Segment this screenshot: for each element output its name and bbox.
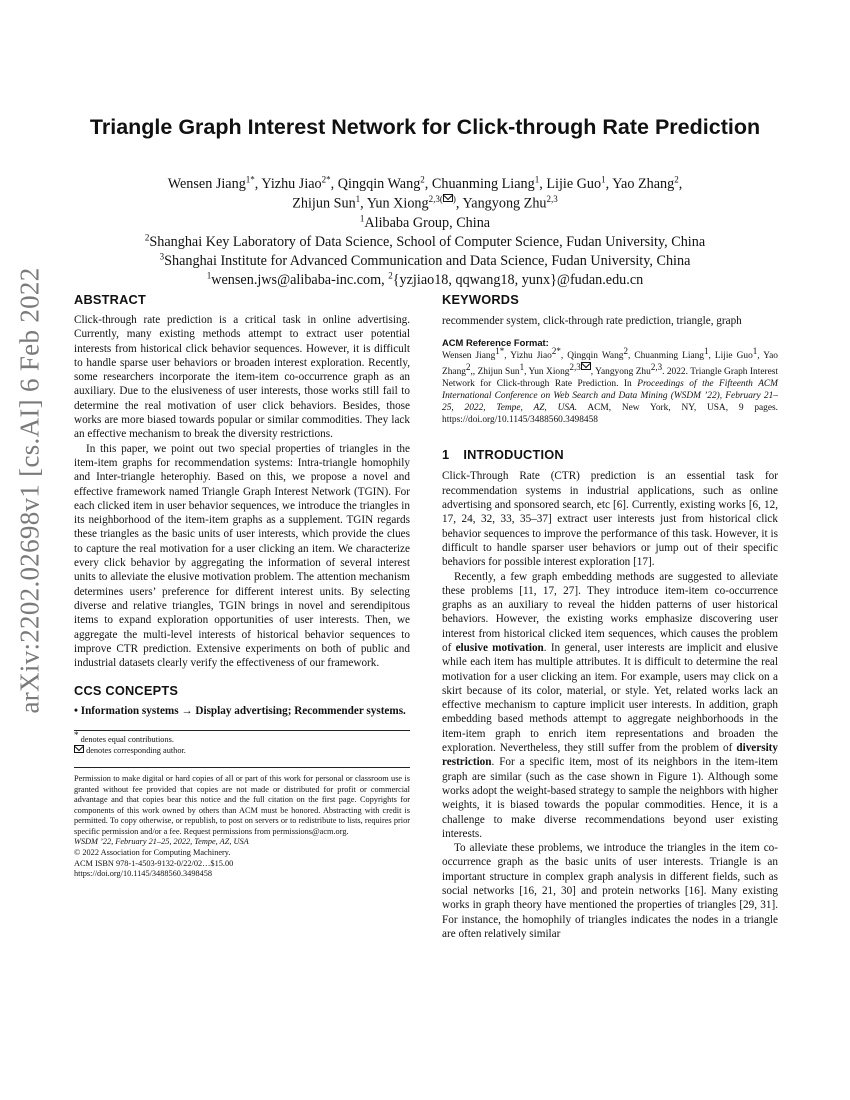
acm-reference: Wensen Jiang$^{1*}$, Yizhu Jiao$^{2*}$, Qingqin Wang$^2$, Chuanming Liang$^1$, Lijie Guo$^1$, Yao Zhang$^2$,, Zhijun Sun$^1$, Yun Xiong$^{2,3}$, Yangyong Zhu$^{2,3}$. 2022. Triangle Graph Interest Network for Click-through Rate Prediction. In Proceedings of the Fifteenth ACM International Conference on Web Search and Data Mining (WSDM ’22), February 21–25, 2022, Tempe, AZ, USA. ACM, New York, NY, USA, 9 pages. https://doi.org/10.1145/3488560.3498458	[442, 346, 779, 426]
intro-paragraph-3: To alleviate these problems, we introduce the triangles in the item co-occurrence graph as the basic units of user interests. Triangle is an important structure in complex graph analysis in different fields, such as social networks [16, 21, 30] and protein networks [16]. Many existing works in graph theory have mentioned the properties of triangles [29, 31]. For instance, the homophily of triangles indicates the nodes in a triangle are often relatively similar	[442, 842, 778, 940]
author-line-1: Wensen Jiang$^{1*}$, Yizhu Jiao$^{2*}$, Qingqin Wang$^2$, Chuanming Liang$^1$, Lijie Guo$^1$, Yao Zhang$^2$,	[167, 174, 683, 192]
acm-reference-heading: ACM Reference Format:	[442, 337, 549, 349]
abstract-heading: ABSTRACT	[74, 292, 146, 307]
intro-paragraph-2: Recently, a few graph embedding methods are suggested to alleviate these problems [11, 17, 27]. They introduce item-item co-occurrence graphs as an auxiliary to reveal the hidden patterns of user historical behaviors. However, the existing works emphasize discovering user interest from historical clicked item sequences, which causes the problem of elusive motivation. In general, user interests are implicit and elusive while each item has multiple attributes. It is difficult to determine the real motivation for a user clicking an item. For example, users may click on a skirt because of its color, material, or style. Yet, related works lack an effective mechanism to capture implicit user interests. In addition, graph embedding based methods attempt to aggregate neighborhoods in the item-item graph to enrich item representations and broaden the exploration. Nevertheless, they still suffer from the problem of diversity restriction. For a specific item, most of its neighbors in the item-item graph are similar (such as the case shown in Figure 1). Although some works adopt the weight-based strategy to sample the neighbors with higher weights, it is biased towards the popular commodities. Hence, it is a challenge to make diverse recommendations beyond user existing interests.	[442, 570, 778, 840]
permission-notice: Permission to make digital or hard copies of all or part of this work for personal or classroom use is granted without fee provided that copies are not made or distributed for profit or commercial advantage and that copies bear this notice and the full citation on the first page. Copyrights for components of this work owned by others than ACM must be honored. Abstracting with credit is permitted. To copy otherwise, or republish, to post on servers or to redistribute to lists, requires prior specific permission and/or a fee. Request permissions from permissions@acm.org.	[74, 773, 410, 836]
affiliation-3: $^3$Shanghai Institute for Advanced Communication and Data Science, Fudan University, China	[159, 251, 691, 269]
footnote-equal-contribution: * denotes equal contributions.	[74, 729, 174, 744]
abstract-paragraph-2: In this paper, we point out two special properties of triangles in the item-item graphs for recommendation systems: Intra-triangle homophily and Inter-triangle heterophiy. Based on this, we propose a novel and effective framework named Triangle Graph Interest Network (TGIN). For each clicked item in user behavior sequences, we introduce the triangles in its neighborhood of the item-item graphs as a supplement. TGIN regards these triangles as the basic units of user interests, which provide the clues to capture the real motivation for a user clicking an item. We characterize every click behavior by aggregating the information of several interest units to alleviate the elusive motivation problem. The attention mechanism determines users’ preference for different interest units. By selecting diverse and relative triangles, TGIN brings in novel and serendipitous items to expand exploration opportunities of user interests. Then, we aggregate the multi-level interests of historical behavior sequences to improve CTR prediction. Extensive experiments on both of public and industrial datasets clearly verify the effectiveness of our framework.	[74, 442, 410, 670]
introduction-heading	[442, 447, 778, 463]
conference-venue: WSDM ’22, February 21–25, 2022, Tempe, AZ, USA	[74, 837, 249, 847]
ccs-concepts: • Information systems → Display advertising; Recommender systems.	[74, 705, 406, 718]
abstract-paragraph-1: Click-through rate prediction is a critical task in online advertising. Currently, many existing methods attempt to extract user potential interests from historical click behavior sequences. However, it is difficult to handle sparse user behaviors or broaden interest exploration. Recently, some researchers incorporate the item-item co-occurrence graph as an auxiliary. Due to the elusiveness of user interests, those works still fail to determine the real motivation of user click behaviors. Besides, those works are more biased towards popular or similar commodities. They lack an effective mechanism to break the diversity restrictions.	[74, 314, 410, 441]
section-number: 1	[442, 447, 450, 463]
envelope-icon	[443, 194, 453, 202]
paper-title: Triangle Graph Interest Network for Click-through Rate Prediction	[89, 115, 761, 139]
keywords-heading: KEYWORDS	[442, 292, 519, 307]
affiliation-1: $^1$Alibaba Group, China	[359, 213, 491, 231]
copyright-notice: © 2022 Association for Computing Machinery.	[74, 848, 231, 858]
author-line-2: Zhijun Sun$^1$, Yun Xiong$^{2,3( )}$, Yangyong Zhu$^{2,3}$	[292, 194, 558, 212]
envelope-icon	[581, 362, 591, 370]
intro-paragraph-1: Click-Through Rate (CTR) prediction is an essential task for recommendation systems in industrial applications, such as online advertising and sponsored search, etc [6]. Currently, existing works [6, 12, 17, 24, 32, 33, 35–37] extract user interests just from historical click behavior sequences to improve the performance of this task. However, it is difficult to handle sparser user behaviors or jump out of their specific behaviors for possible interest exploration [17].	[442, 470, 778, 569]
footnote-corresponding-author: denotes corresponding author.	[74, 745, 410, 757]
author-block	[74, 175, 776, 290]
isbn: ACM ISBN 978-1-4503-9132-0/22/02…$15.00	[74, 858, 234, 868]
right-column	[442, 292, 778, 941]
ccs-heading: CCS CONCEPTS	[74, 683, 179, 699]
affiliation-2: $^2$Shanghai Key Laboratory of Data Science, School of Computer Science, Fudan University, China	[144, 232, 706, 250]
envelope-icon	[74, 745, 84, 753]
arxiv-identifier: arXiv:2202.02698v1 [cs.AI] 6 Feb 2022	[14, 266, 45, 714]
doi-link[interactable]: https://doi.org/10.1145/3488560.3498458	[74, 869, 213, 879]
author-emails: $^1$wensen.jws@alibaba-inc.com, $^2${yzjiao18, qqwang18, yunx}@fudan.edu.cn	[206, 270, 644, 288]
keywords: recommender system, click-through rate prediction, triangle, graph	[442, 315, 742, 327]
left-column	[74, 292, 410, 880]
footnote-divider	[74, 730, 410, 731]
section-title: INTRODUCTION	[463, 447, 564, 463]
permission-divider	[74, 767, 410, 768]
